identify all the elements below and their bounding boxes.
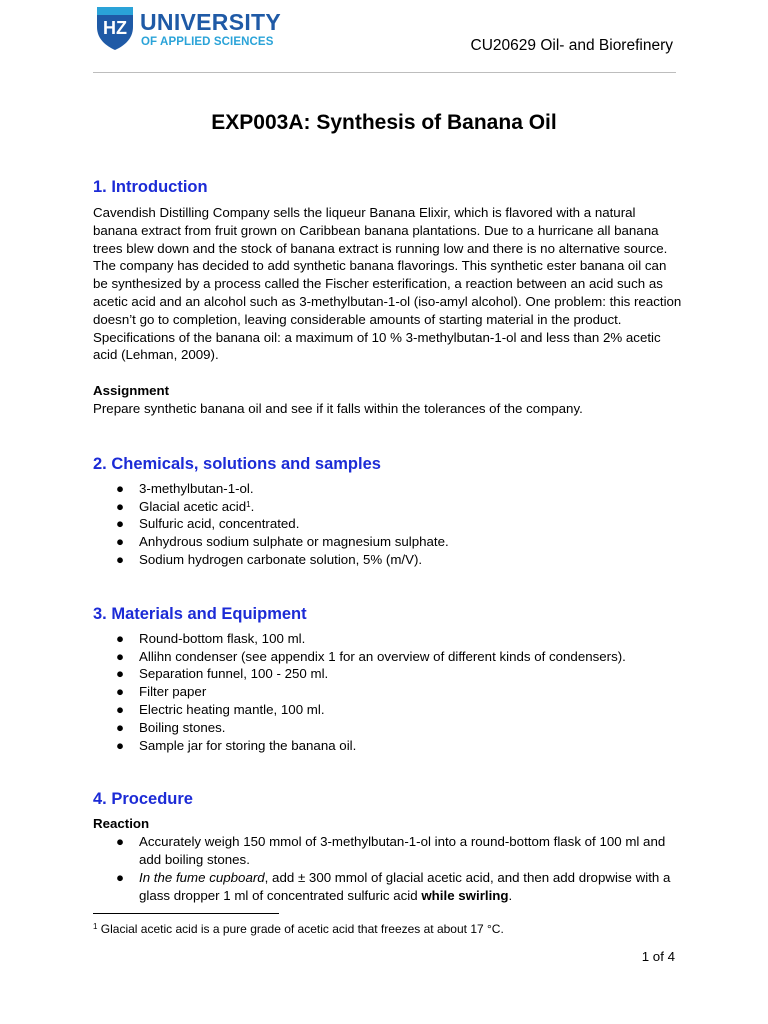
bullet-icon: ● — [116, 834, 125, 850]
reaction-subheading: Reaction — [93, 816, 150, 832]
logo-applied-sciences-text: OF APPLIED SCIENCES — [141, 36, 274, 48]
bullet-icon: ● — [116, 737, 125, 753]
bullet-icon: ● — [116, 551, 125, 567]
introduction-paragraph: Cavendish Distilling Company sells the liqueur Banana Elixir, which is flavored with a natural banana extract from fruit grown on Caribbean banana plantations. Due to a hurricane all banana trees blew down and the stock of banana extract is running low and there is no alternative source. The company has decided to add synthetic banana flavorings. This synthetic ester banana oil can be synthesized by a process called the Fischer esterification, a reaction between an acid such as acetic acid and an alcohol such as 3-methylbutan-1-ol (iso-amyl alcohol). One problem: this reaction doesn’t go to completion, leaving considerable amounts of starting material in the product. Specifications of the banana oil: a maximum of 10 % 3-methylbutan-1-ol and less than 2% acetic acid (Lehman, 2009). — [93, 205, 682, 363]
list-item: ● Allihn condenser (see appendix 1 for an overview of different kinds of condensers). — [116, 648, 626, 664]
bullet-icon: ● — [116, 648, 125, 664]
list-item: ● Sample jar for storing the banana oil. — [116, 737, 357, 753]
bullet-icon: ● — [116, 630, 125, 646]
bullet-icon: ● — [116, 480, 125, 496]
list-item: ● Sulfuric acid, concentrated. — [116, 516, 300, 532]
section-heading-chemicals: 2. Chemicals, solutions and samples — [93, 454, 381, 473]
section-heading-materials: 3. Materials and Equipment — [93, 604, 307, 623]
bullet-icon: ● — [116, 701, 125, 717]
footnote: $^1$ Glacial acetic acid is a pure grade of acetic acid that freezes at about 17 °C. — [93, 922, 504, 936]
bullet-icon: ● — [116, 666, 125, 682]
list-item: ● Round-bottom flask, 100 ml. — [116, 630, 306, 646]
bullet-icon: ● — [116, 534, 125, 550]
list-item: ● Anhydrous sodium sulphate or magnesium sulphate. — [116, 534, 449, 550]
course-code: CU20629 Oil- and Biorefinery — [470, 37, 673, 54]
bullet-icon: ● — [116, 869, 125, 885]
materials-list — [93, 630, 683, 755]
page-title: EXP003A: Synthesis of Banana Oil — [211, 111, 557, 134]
assignment-heading: Assignment — [93, 383, 170, 399]
bullet-icon: ● — [116, 498, 125, 514]
logo-mark-text: HZ — [103, 18, 127, 38]
list-item: ● Electric heating mantle, 100 ml. — [116, 701, 325, 717]
list-item: ● 3-methylbutan-1-ol. — [116, 480, 254, 496]
list-item: ● Accurately weigh 150 mmol of 3-methylbutan-1-ol into a round-bottom flask of 100 ml and add boiling stones. — [116, 834, 666, 867]
footnote-divider — [93, 913, 279, 914]
page-number: 1 of 4 — [641, 949, 675, 964]
procedure-list — [93, 833, 683, 904]
assignment-text: Prepare synthetic banana oil and see if it falls within the tolerances of the company. — [93, 400, 583, 416]
list-item: ● Separation funnel, 100 - 250 ml. — [116, 666, 329, 682]
list-item: ● Glacial acetic acid$^1$. — [116, 498, 255, 514]
section-heading-procedure: 4. Procedure — [93, 790, 193, 809]
bullet-icon: ● — [116, 684, 125, 700]
chemicals-list — [93, 480, 683, 569]
list-item: ● Filter paper — [116, 684, 207, 700]
footnote-reference[interactable]: 1 — [246, 499, 251, 509]
document-body — [93, 175, 683, 904]
list-item: ● Boiling stones. — [116, 719, 226, 735]
logo-university-text: UNIVERSITY — [140, 9, 282, 35]
bullet-icon: ● — [116, 516, 125, 532]
university-logo — [94, 5, 294, 53]
hz-shield-icon — [94, 5, 136, 51]
section-heading-introduction: 1. Introduction — [93, 178, 208, 196]
bullet-icon: ● — [116, 719, 125, 735]
list-item: ● Sodium hydrogen carbonate solution, 5% (m/V). — [116, 551, 423, 567]
list-item: ● In the fume cupboard, add ± 300 mmol of glacial acetic acid, and then add dropwise with a glass dropper 1 ml of concentrated sulfuric acid while swirling. — [116, 869, 671, 903]
header-divider — [93, 72, 676, 73]
